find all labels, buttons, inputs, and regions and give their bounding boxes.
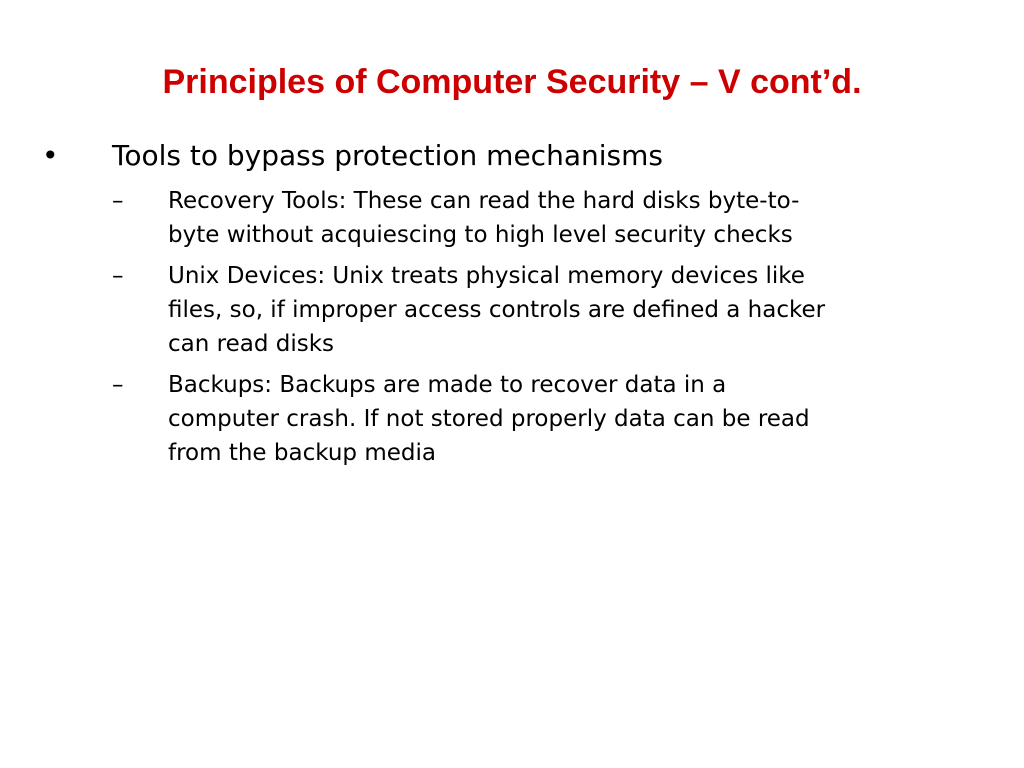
bullet-icon: • [42,139,59,172]
sub-item-line: byte without acquiescing to high level security checks [168,222,793,248]
sub-item-line: from the backup media [168,440,436,466]
sub-item-line: files, so, if improper access controls are defined a hacker [168,297,826,323]
dash-icon: – [112,188,124,214]
bullet-text: Tools to bypass protection mechanisms [112,139,663,172]
sub-item-line: computer crash. If not stored properly data can be read [168,406,810,432]
sub-item-line: Recovery Tools: These can read the hard disks byte-to- [168,188,800,214]
sub-item-line: Unix Devices: Unix treats physical memory devices like [168,263,805,289]
sub-item-text [168,368,1008,470]
sub-item-text [168,259,1008,361]
sub-item-text [168,184,1008,252]
sub-item-line: can read disks [168,331,335,357]
dash-icon: – [112,263,124,289]
dash-icon: – [112,372,124,398]
slide-title: Principles of Computer Security – V cont’d. [162,63,862,101]
sub-item-line: Backups: Backups are made to recover data in a [168,372,727,398]
bullet-item [0,136,1000,176]
